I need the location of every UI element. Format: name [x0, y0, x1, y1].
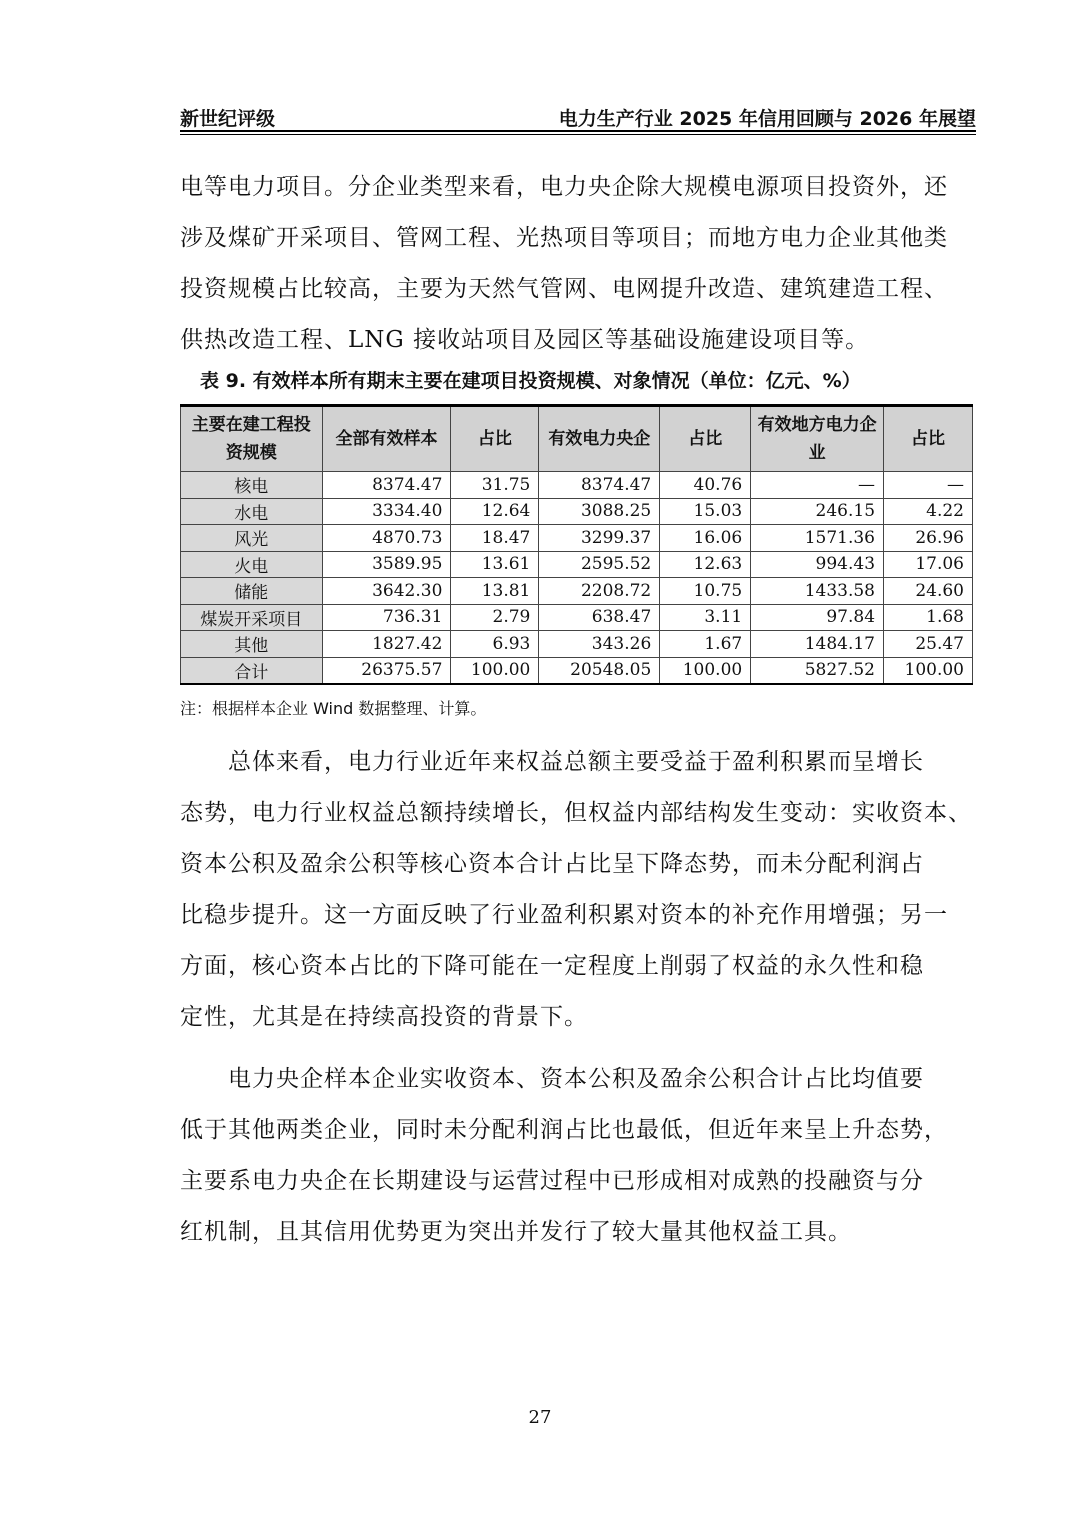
- text-line: 资本公积及盈余公积等核心资本合计占比呈下降态势，而未分配利润占: [180, 851, 924, 877]
- table-cell: 26375.57: [322, 657, 451, 684]
- table-cell: 13.81: [451, 578, 539, 605]
- text-line: 比稳步提升。这一方面反映了行业盈利积累对资本的补充作用增强；另一: [180, 902, 948, 928]
- text-line: 涉及煤矿开采项目、管网工程、光热项目等项目；而地方电力企业其他类: [180, 225, 948, 251]
- column-header: 占比: [660, 406, 751, 472]
- table-total-row: [181, 657, 973, 684]
- table-cell: 994.43: [751, 551, 884, 578]
- page-number: 27: [528, 1407, 552, 1428]
- central-soe-paragraph: [180, 1054, 976, 1258]
- table-cell: 638.47: [539, 604, 660, 631]
- table-row: [181, 498, 973, 525]
- intro-paragraph: [180, 162, 976, 366]
- table-cell: 20548.05: [539, 657, 660, 684]
- text-line: 供热改造工程、LNG 接收站项目及园区等基础设施建设项目等。: [180, 327, 870, 353]
- table-cell: 1.68: [884, 604, 973, 631]
- table-cell: —: [884, 472, 973, 499]
- table-row: [181, 525, 973, 552]
- text-line: 电力央企样本企业实收资本、资本公积及盈余公积合计占比均值要: [228, 1066, 924, 1092]
- table-row: [181, 578, 973, 605]
- column-header: 有效电力央企: [539, 406, 660, 472]
- text-line: 态势，电力行业权益总额持续增长，但权益内部结构发生变动：实收资本、: [180, 800, 972, 826]
- column-header: 有效地方电力企业: [751, 406, 884, 472]
- table-cell: 26.96: [884, 525, 973, 552]
- row-label: 储能: [181, 578, 323, 605]
- table-cell: 25.47: [884, 631, 973, 658]
- table-cell: —: [751, 472, 884, 499]
- table-cell: 2.79: [451, 604, 539, 631]
- row-label: 风光: [181, 525, 323, 552]
- table-cell: 246.15: [751, 498, 884, 525]
- table-cell: 17.06: [884, 551, 973, 578]
- column-header: 占比: [884, 406, 973, 472]
- table-cell: 2208.72: [539, 578, 660, 605]
- table-cell: 343.26: [539, 631, 660, 658]
- table-cell: 3589.95: [322, 551, 451, 578]
- table-cell: 3299.37: [539, 525, 660, 552]
- text-line: 电等电力项目。分企业类型来看，电力央企除大规模电源项目投资外，还: [180, 174, 948, 200]
- column-header: 主要在建工程投资规模: [181, 406, 323, 472]
- table-cell: 8374.47: [322, 472, 451, 499]
- table-row: [181, 604, 973, 631]
- table-cell: 12.64: [451, 498, 539, 525]
- table-row: [181, 631, 973, 658]
- table-cell: 6.93: [451, 631, 539, 658]
- table-cell: 13.61: [451, 551, 539, 578]
- table-cell: 12.63: [660, 551, 751, 578]
- text-line: 红机制，且其信用优势更为突出并发行了较大量其他权益工具。: [180, 1219, 852, 1245]
- investment-table: [180, 404, 973, 685]
- table-cell: 100.00: [660, 657, 751, 684]
- column-header: 占比: [451, 406, 539, 472]
- text-line: 低于其他两类企业，同时未分配利润占比也最低，但近年来呈上升态势，: [180, 1117, 948, 1143]
- table-caption: 表 9. 有效样本所有期末主要在建项目投资规模、对象情况（单位：亿元、%）: [200, 370, 861, 392]
- table-cell: 100.00: [451, 657, 539, 684]
- table-row: [181, 551, 973, 578]
- equity-trend-paragraph: [180, 737, 976, 1043]
- table-cell: 8374.47: [539, 472, 660, 499]
- table-cell: 10.75: [660, 578, 751, 605]
- table-note: 注：根据样本企业 Wind 数据整理、计算。: [180, 699, 487, 718]
- table-header-row: [181, 406, 973, 472]
- text-line: 主要系电力央企在长期建设与运营过程中已形成相对成熟的投融资与分: [180, 1168, 924, 1194]
- table-cell: 2595.52: [539, 551, 660, 578]
- text-line: 定性，尤其是在持续高投资的背景下。: [180, 1004, 588, 1030]
- table-cell: 5827.52: [751, 657, 884, 684]
- table-cell: 4.22: [884, 498, 973, 525]
- table-cell: 24.60: [884, 578, 973, 605]
- table-row: [181, 472, 973, 499]
- table-cell: 3.11: [660, 604, 751, 631]
- table-cell: 100.00: [884, 657, 973, 684]
- text-line: 投资规模占比较高，主要为天然气管网、电网提升改造、建筑建造工程、: [180, 276, 948, 302]
- row-label: 火电: [181, 551, 323, 578]
- row-label: 核电: [181, 472, 323, 499]
- table-cell: 15.03: [660, 498, 751, 525]
- text-line: 总体来看，电力行业近年来权益总额主要受益于盈利积累而呈增长: [228, 749, 924, 775]
- header-rule: [180, 134, 976, 135]
- table-cell: 97.84: [751, 604, 884, 631]
- table-cell: 18.47: [451, 525, 539, 552]
- table-cell: 1433.58: [751, 578, 884, 605]
- table-cell: 31.75: [451, 472, 539, 499]
- header-report-title: 电力生产行业 2025 年信用回顾与 2026 年展望: [558, 108, 976, 130]
- table-cell: 1484.17: [751, 631, 884, 658]
- table-cell: 4870.73: [322, 525, 451, 552]
- row-label: 合计: [181, 657, 323, 684]
- text-line: 方面，核心资本占比的下降可能在一定程度上削弱了权益的永久性和稳: [180, 953, 924, 979]
- header-org: 新世纪评级: [180, 108, 276, 130]
- table-cell: 40.76: [660, 472, 751, 499]
- row-label: 煤炭开采项目: [181, 604, 323, 631]
- table-cell: 1571.36: [751, 525, 884, 552]
- column-header: 全部有效样本: [322, 406, 451, 472]
- table-cell: 1827.42: [322, 631, 451, 658]
- table-cell: 3334.40: [322, 498, 451, 525]
- table-cell: 736.31: [322, 604, 451, 631]
- table-cell: 1.67: [660, 631, 751, 658]
- page-header: [180, 100, 976, 132]
- row-label: 水电: [181, 498, 323, 525]
- row-label: 其他: [181, 631, 323, 658]
- table-cell: 3088.25: [539, 498, 660, 525]
- table-cell: 16.06: [660, 525, 751, 552]
- table-cell: 3642.30: [322, 578, 451, 605]
